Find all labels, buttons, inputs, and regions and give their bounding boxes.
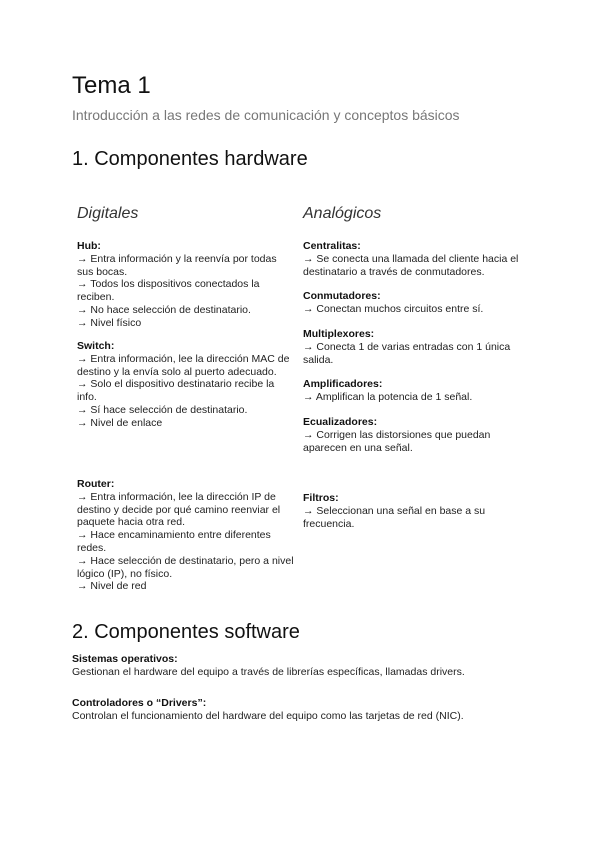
digital-item-title: Switch: xyxy=(77,340,115,352)
software-item-text: Gestionan el hardware del equipo a través de librerías específicas, llamadas drivers. xyxy=(72,666,465,678)
digital-item-line: → Hace selección de destinatario, pero a nivel lógico (IP), no físico. xyxy=(77,554,294,580)
analog-column xyxy=(303,240,521,466)
digital-item-line: → Nivel de enlace xyxy=(77,416,163,429)
hardware-heading: 1. Componentes hardware xyxy=(72,148,308,170)
analog-item-line: → Conectan muchos circuitos entre sí. xyxy=(303,303,484,316)
analog-item-line: → Amplifican la potencia de 1 señal. xyxy=(303,391,473,404)
analog-item-title: Conmutadores: xyxy=(303,290,381,303)
digital-switch-block xyxy=(77,340,295,442)
digital-item-line: → Entra información, lee la dirección IP de destino y decide por qué camino reenviar el paquete hacia otra red. xyxy=(77,490,281,529)
analog-item-title: Multiplexores: xyxy=(303,327,375,340)
analog-item-title: Centralitas: xyxy=(303,240,361,252)
software-heading: 2. Componentes software xyxy=(72,621,300,643)
analog-item-line: → Se conecta una llamada del cliente hacia el destinatario a través de conmutadores. xyxy=(303,252,519,278)
digital-item-line: → No hace selección de destinatario. xyxy=(77,303,251,316)
page-title: Tema 1 xyxy=(72,72,151,99)
analog-heading: Analógicos xyxy=(303,205,382,222)
digital-hub-block xyxy=(77,240,295,342)
analog-item-title: Ecualizadores: xyxy=(303,415,378,428)
page-subtitle: Introducción a las redes de comunicación y conceptos básicos xyxy=(72,107,460,123)
software-item xyxy=(72,697,532,723)
analog-item-line: → Seleccionan una señal en base a su frecuencia. xyxy=(303,504,486,530)
digital-item-line: → Nivel de red xyxy=(77,580,147,593)
digital-item-line: → Todos los dispositivos conectados la reciben. xyxy=(77,278,260,304)
analog-filtros-block xyxy=(303,492,521,542)
digital-router-block xyxy=(77,478,295,605)
digital-item-line: → Solo el dispositivo destinatario recibe la info. xyxy=(77,378,275,404)
analog-item-title: Amplificadores: xyxy=(303,378,383,391)
software-item-title: Controladores o “Drivers”: xyxy=(72,697,207,709)
digital-item-title: Hub: xyxy=(77,240,101,252)
digital-item-line: → Sí hace selección de destinatario. xyxy=(77,403,248,416)
software-item xyxy=(72,653,532,679)
analog-item-title: Filtros: xyxy=(303,492,339,504)
digital-item-line: → Entra información y la reenvía por todas sus bocas. xyxy=(77,252,277,278)
digital-heading: Digitales xyxy=(77,205,139,222)
digital-item-line: → Entra información, lee la dirección MAC de destino y la envía solo al puerto adecuado. xyxy=(77,352,290,378)
analog-item-line: → Corrigen las distorsiones que puedan aparecen en una señal. xyxy=(303,428,491,454)
digital-item-title: Router: xyxy=(77,478,115,490)
digital-item-line: → Hace encaminamiento entre diferentes redes. xyxy=(77,529,271,554)
software-item-text: Controlan el funcionamiento del hardware del equipo como las tarjetas de red (NIC). xyxy=(72,710,464,722)
software-item-title: Sistemas operativos: xyxy=(72,653,178,665)
digital-item-line: → Nivel físico xyxy=(77,316,142,329)
analog-item-line: → Conecta 1 de varias entradas con 1 única salida. xyxy=(303,340,511,366)
